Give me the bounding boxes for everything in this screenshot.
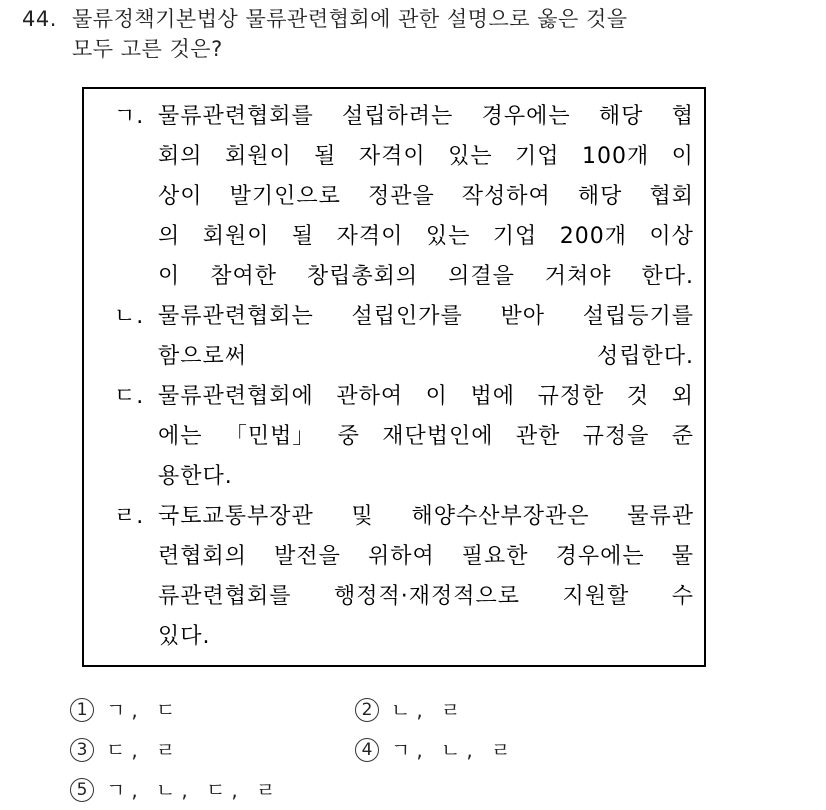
word: 규정한 [537,384,605,409]
statement-line [158,297,694,337]
word: 이 [671,144,694,169]
word: 류관련협회를 [158,584,292,609]
statement-line: 있다. [158,624,211,649]
statement-line [158,417,694,457]
statement-text [158,297,694,377]
choice-1[interactable] [70,690,181,730]
question-text-line-2: 모두 고른 것은? [72,37,223,61]
question-text-line-1: 물류정책기본법상 물류관련협회에 관한 설명으로 옳은 것을 [72,7,628,31]
word: 관한 [515,424,561,449]
statement-marker: ㄴ. [114,304,145,329]
word: 설립인가를 [351,304,463,329]
statement-item-c [114,377,694,497]
choice-4[interactable] [355,730,516,770]
word: 지원할 [562,584,630,609]
word: 협 [671,104,694,129]
word: 해양수산부장관은 [411,504,590,529]
word: 외 [671,384,694,409]
word: 해당 [577,184,623,209]
word: 준 [671,424,694,449]
question-number: 44. [22,7,57,31]
choice-number-circle: 4 [355,738,379,762]
choice-value: ㄴ, ㄹ [391,698,467,722]
word: 의 [158,224,181,249]
word: 중 [337,424,360,449]
word: 기업 [515,144,560,169]
choice-value: ㄱ, ㄴ, ㄹ [391,738,517,762]
choice-number-circle: 3 [70,738,94,762]
word: 국토교통부장관 [158,504,314,529]
word: 위하여 [367,544,435,569]
statement-line: 함으로써 성립한다. [158,344,694,369]
word: 될 [314,144,337,169]
word: 물류관련협회를 [158,104,314,129]
word: 있는 [425,224,471,249]
word: 경우에는 [481,104,571,129]
statement-line [158,537,694,577]
word: 100개 [581,144,650,169]
word: 법에 [470,384,515,409]
word: 이 [425,384,448,409]
question-line-1 [22,4,802,34]
word: 경우에는 [555,544,645,569]
statement-line: 이 참여한 창립총회의 의결을 거쳐야 한다. [158,264,694,289]
statement-text [158,377,694,497]
word: 에는 [158,424,203,449]
word: 이상 [649,224,694,249]
choice-value: ㄱ, ㄷ [106,698,182,722]
word: 회의 [158,144,203,169]
statement-text [158,497,694,657]
word: 물류관련협회에 [158,384,314,409]
choice-value: ㄷ, ㄹ [106,738,182,762]
word: 있는 [448,144,493,169]
word: 설립등기를 [582,304,694,329]
choice-number-circle: 1 [70,698,94,722]
statement-line: 용한다. [158,464,233,489]
choice-2[interactable] [355,690,466,730]
word: 발기인으로 [229,184,341,209]
word: 물류관련협회는 [158,304,314,329]
word: 될 [291,224,315,249]
statement-text [158,97,694,297]
word: 자격이 [336,224,404,249]
word: 회원이 [224,144,292,169]
question [22,4,802,64]
word: 행정적·재정적으로 [333,584,520,609]
word: 물류관 [627,504,694,529]
word: 물 [671,544,694,569]
word: 련협회의 [158,544,248,569]
statement-item-d [114,497,694,657]
word: 수 [671,584,694,609]
word: 관하여 [336,384,404,409]
word: 규정을 [582,424,650,449]
word: 정관을 [367,184,435,209]
statement-item-b [114,297,694,377]
word: 재단법인에 [382,424,494,449]
choice-5[interactable] [70,770,281,810]
word: 받아 [500,304,545,329]
word: 필요한 [461,544,529,569]
choice-value: ㄱ, ㄴ, ㄷ, ㄹ [106,778,282,802]
word: 작성하여 [461,184,551,209]
statement-marker: ㄹ. [114,504,145,529]
statement-line [158,97,694,137]
word: 발전을 [274,544,341,569]
statement-item-a [114,97,694,297]
statement-line [158,577,694,617]
statement-marker: ㄷ. [114,384,145,409]
choice-3[interactable] [70,730,181,770]
word: 기업 [492,224,538,249]
word: 및 [351,504,374,529]
statement-line [158,497,694,537]
word: 상이 [158,184,203,209]
word: 회원이 [202,224,270,249]
statement-line [158,377,694,417]
word: 자격이 [358,144,426,169]
statement-line [158,137,694,177]
choice-number-circle: 2 [355,698,379,722]
word: 200개 [559,224,627,249]
choice-number-circle: 5 [70,778,94,802]
word: 것 [626,384,650,409]
word: 해당 [598,104,644,129]
statement-marker: ㄱ. [114,104,145,129]
word: 설립하려는 [342,104,454,129]
word: 협회 [649,184,694,209]
statement-line [158,217,694,257]
word: 「민법」 [224,424,316,449]
statement-line [158,177,694,217]
statement-box [82,87,706,667]
